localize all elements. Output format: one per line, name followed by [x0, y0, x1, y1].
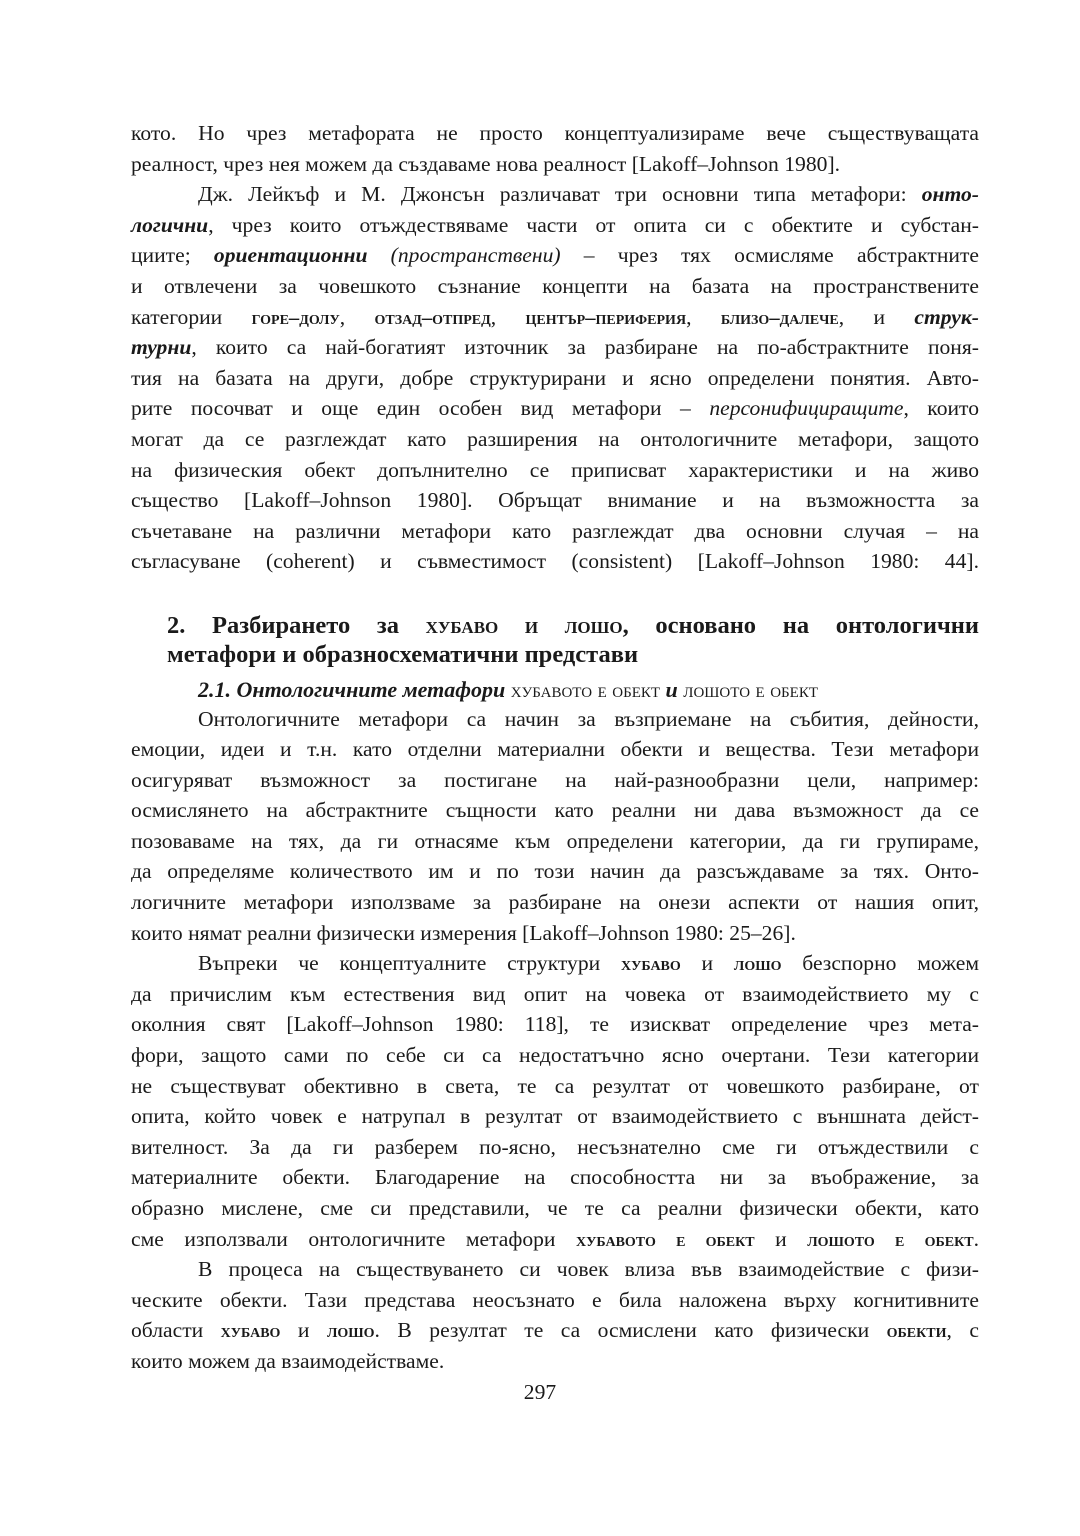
emphasized-text: (пространствени)	[367, 243, 561, 268]
emphasized-text: струк-	[914, 304, 979, 329]
text-line	[131, 856, 979, 887]
text-segment: , и	[838, 304, 915, 329]
text-segment: които нямат реални физически измерения [Lakoff–Johnson 1980: 25–26].	[131, 920, 796, 945]
text-segment: и отвлечени за човешкото съзнание концепти на базата на пространствените	[131, 273, 979, 298]
text-line	[131, 149, 979, 180]
text-line	[131, 485, 979, 516]
text-segment: кото. Но чрез метафората не просто концептуализираме вече съществуващата	[131, 121, 979, 145]
text-segment: могат да се разглеждат като разширения на онтологичните метафори, защото	[131, 426, 979, 451]
text-segment: съгласуване (coherent) и съвместимост (consistent) [Lakoff–Johnson 1980: 44].	[131, 549, 979, 574]
text-segment: и	[280, 1318, 327, 1343]
page-number: 297	[523, 1380, 557, 1404]
text-line	[131, 1254, 979, 1285]
text-segment: опита, който човек е натрупал в резултат от взаимодействието с външната дейст-	[131, 1104, 979, 1129]
text-line	[131, 240, 979, 271]
emphasized-text: обекти	[886, 1320, 947, 1343]
text-segment: осмислянето на абстрактните същности като реални ни дава възможност да се	[131, 798, 979, 823]
emphasized-text: отзад–отпред	[374, 306, 491, 329]
emphasized-text: лошото е обект	[807, 1228, 974, 1251]
text-line	[131, 1101, 979, 1132]
text-line	[131, 271, 979, 302]
text-segment: , които са най-богатият източник за разбиране на по-абстрактните поня-	[191, 335, 979, 360]
text-segment: на физическия обект допълнително се приписват характеристики и на живо	[131, 457, 979, 482]
text-line	[131, 455, 979, 486]
text-segment: съчетаване на различни метафори като разглеждат два основни случая – на	[131, 518, 979, 543]
emphasized-text: персонифициращите	[709, 396, 904, 421]
subsection-heading	[131, 675, 979, 706]
text-line	[131, 979, 979, 1010]
text-line	[131, 675, 979, 706]
text-segment: същество [Lakoff–Johnson 1980]. Обръщат внимание и на възможността за	[131, 488, 979, 513]
text-line	[131, 210, 979, 241]
text-line	[131, 1315, 979, 1346]
text-line	[131, 302, 979, 333]
text-segment: , основано на онтологични	[622, 611, 979, 639]
text-line	[131, 765, 979, 796]
emphasized-text: хубавото е обект	[510, 676, 661, 702]
emphasized-text: хубаво	[620, 953, 681, 976]
text-segment: и	[754, 1226, 808, 1251]
text-segment: ,	[686, 304, 721, 329]
emphasized-text: център–периферия	[525, 306, 687, 329]
text-segment: категории	[131, 304, 252, 329]
text-line	[131, 795, 979, 826]
emphasized-text: хубавото е обект	[576, 1228, 755, 1251]
text-segment: , които	[903, 396, 980, 421]
text-segment: области	[131, 1318, 221, 1343]
text-line	[131, 424, 979, 455]
text-segment: не съществуват обективно в света, те са резултат от човешкото разбиране, от	[131, 1073, 979, 1098]
emphasized-text: горе–долу	[251, 306, 340, 329]
text-line	[131, 1346, 979, 1377]
emphasized-text: хубаво и лошо	[425, 611, 623, 639]
emphasized-text: близо–далече	[720, 306, 839, 329]
text-line	[131, 1162, 979, 1193]
emphasized-text: 2.1. Онтологичните метафори	[198, 676, 511, 702]
paragraph	[131, 118, 979, 179]
text-segment: В процеса на съществуването си човек влиза във взаимодействие с физи-	[198, 1257, 979, 1282]
text-segment: да причислим към естествения вид опит на човека от взаимодействието му с	[131, 981, 979, 1006]
text-segment: Онтологичните метафори са начин за възприемане на събития, дейности,	[198, 706, 979, 731]
text-segment: материалните обекти. Благодарение на способността ни за въображение, за	[131, 1165, 979, 1190]
page-body	[131, 118, 979, 1377]
emphasized-text: хубаво	[220, 1320, 281, 1343]
text-line	[131, 948, 979, 979]
text-segment: сме използвали онтологичните метафори	[131, 1226, 576, 1251]
text-line	[131, 1285, 979, 1316]
text-segment: , с	[946, 1318, 979, 1343]
text-segment: тия на базата на други, добре структурирани и ясно определени понятия. Авто-	[131, 365, 979, 390]
text-line	[131, 734, 979, 765]
text-line	[131, 1193, 979, 1224]
text-line	[131, 1071, 979, 1102]
emphasized-text: лошото е обект	[683, 676, 818, 702]
text-line	[131, 611, 979, 640]
text-segment: 2. Разбирането за	[167, 611, 426, 639]
text-segment: циите;	[131, 243, 214, 268]
text-segment: ,	[339, 304, 375, 329]
text-segment: Дж. Лейкъф и М. Джонсън различават три основни типа метафори:	[198, 182, 922, 207]
text-line	[131, 826, 979, 857]
text-segment: фори, защото сами по себе си са недостатъчно ясно очертани. Тези категории	[131, 1043, 979, 1068]
text-line	[131, 918, 979, 949]
text-segment: осигуряват възможност за постигане на най-разнообразни цели, например:	[131, 767, 979, 792]
paragraph	[131, 704, 979, 949]
text-segment: ческите обекти. Тази представа неосъзнато е била наложена върху когнитивните	[131, 1287, 979, 1312]
text-line	[131, 1040, 979, 1071]
text-line	[131, 179, 979, 210]
text-line	[131, 516, 979, 547]
text-line	[131, 887, 979, 918]
paragraph	[131, 948, 979, 1254]
text-line	[131, 546, 979, 577]
text-segment: които можем да взаимодействаме.	[131, 1348, 445, 1373]
text-segment: образно мислене, сме си представили, че те са реални физически обекти, като	[131, 1196, 979, 1220]
text-segment: да определяме количеството им и по този начин да разсъждаваме за тях. Онто-	[131, 859, 979, 884]
text-segment: околния свят [Lakoff–Johnson 1980: 118], те изискват определение чрез мета-	[131, 1012, 979, 1037]
text-segment: – чрез тях осмисляме абстрактните	[560, 243, 979, 268]
emphasized-text: и	[660, 676, 684, 702]
text-segment: рите посочват и още един особен вид метафори –	[131, 396, 710, 421]
emphasized-text: турни	[131, 335, 192, 360]
text-segment: емоции, идеи и т.н. като отделни материални обекти и вещества. Тези метафори	[131, 737, 979, 762]
text-segment: , чрез които отъждествяваме части от опита си с обектите и субстан-	[208, 212, 979, 237]
text-segment: . В резултат те са осмислени като физически	[374, 1318, 887, 1343]
emphasized-text: лошо	[326, 1320, 375, 1343]
text-line	[131, 332, 979, 363]
paragraph	[131, 179, 979, 577]
emphasized-text: ориентационни	[213, 243, 368, 268]
text-segment: и	[680, 951, 734, 976]
emphasized-text: лошо	[733, 953, 782, 976]
text-line	[131, 1224, 979, 1255]
text-segment: вителност. За да ги разберем по-ясно, несъзнателно сме ги отъждествили с	[131, 1134, 979, 1159]
text-line	[131, 118, 979, 149]
text-line	[131, 640, 979, 669]
text-segment: .	[973, 1226, 979, 1251]
emphasized-text: логични	[131, 212, 209, 237]
text-line	[131, 704, 979, 735]
text-segment: ,	[490, 304, 526, 329]
paragraph	[131, 1254, 979, 1376]
emphasized-text: онто-	[921, 182, 979, 207]
text-line	[131, 363, 979, 394]
text-line	[131, 1132, 979, 1163]
text-segment: метафори и образносхематични представи	[167, 640, 639, 668]
text-segment: позоваваме на тях, да ги отнасяме към определени категории, да ги групираме,	[131, 828, 979, 853]
text-line	[131, 393, 979, 424]
text-segment: безспорно можем	[781, 951, 980, 976]
section-heading	[131, 611, 979, 669]
text-segment: логичните метафори използваме за разбиране на онези аспекти от нашия опит,	[131, 890, 979, 915]
text-line	[131, 1009, 979, 1040]
text-segment: реалност, чрез нея можем да създаваме нова реалност [Lakoff–Johnson 1980].	[131, 151, 841, 176]
text-segment: Въпреки че концептуалните структури	[198, 951, 621, 976]
